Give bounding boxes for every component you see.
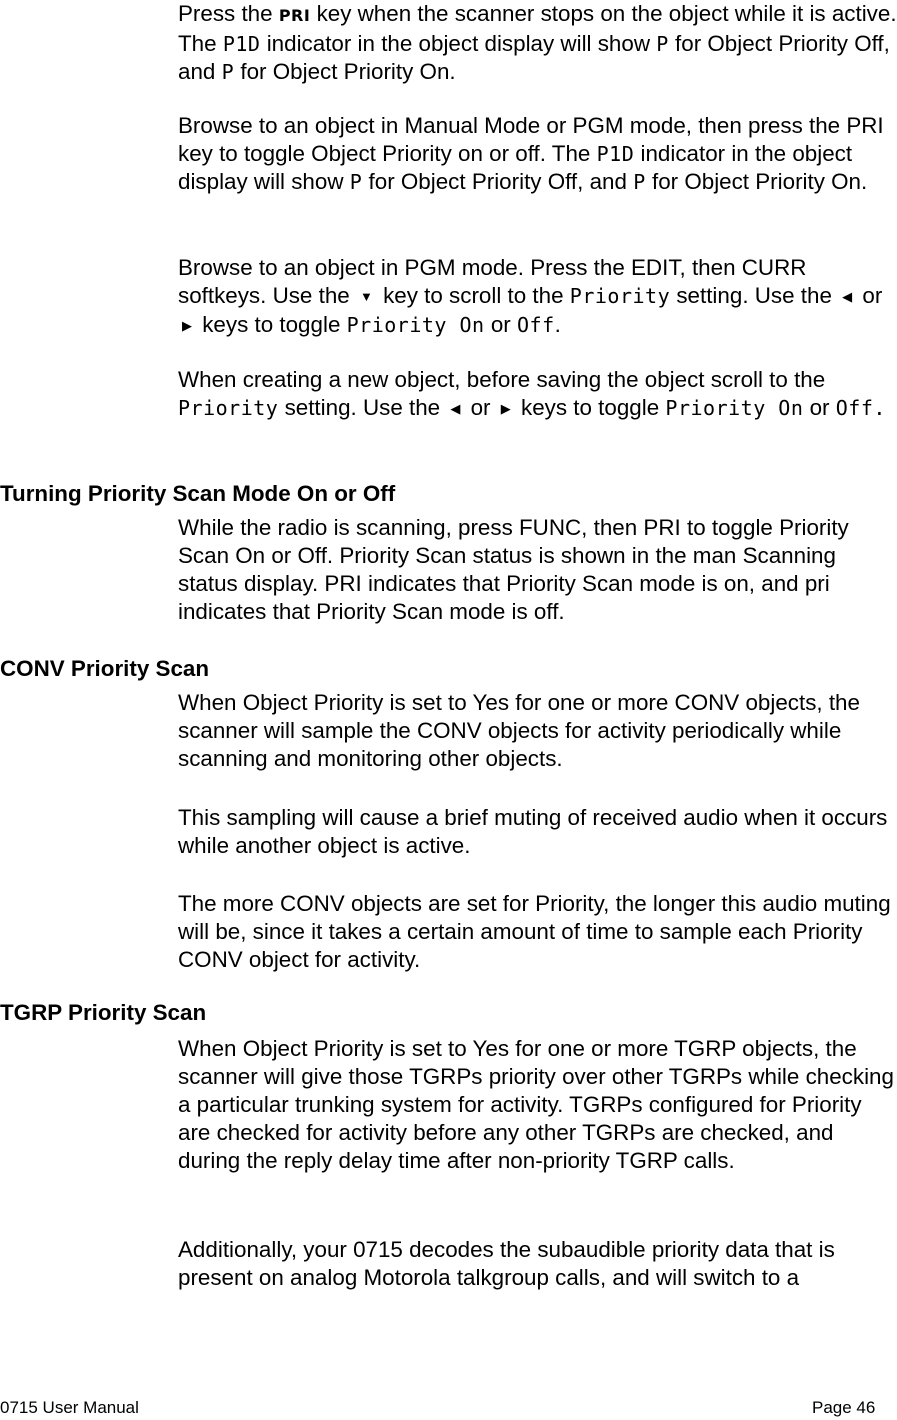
down-arrow-icon: ▼ <box>359 289 373 304</box>
paragraph-pri-key: Press the PRI key when the scanner stops on the object while it is active. The P1D indicator in the object display will show P for Object Priority Off, and P for Object Priority On. <box>178 1 897 84</box>
paragraph-conv-duration: The more CONV objects are set for Priority, the longer this audio muting will be, since it takes a certain amount of time to sample each Priority CONV object for activity. <box>178 891 891 972</box>
footer-page-number: Page 46 <box>812 1398 876 1417</box>
left-arrow-icon: ◀ <box>450 401 461 416</box>
paragraph-priority-scan-toggle: While the radio is scanning, press FUNC, then PRI to toggle Priority Scan On or Off. Priority Scan status is shown in the man Scanning status display. PRI indicates that Priority Scan mode is on, and pri indicates that Priority Scan mode is off. <box>178 515 849 624</box>
paragraph-tgrp-priority: When Object Priority is set to Yes for one or more TGRP objects, the scanner will give those TGRPs priority over other TGRPs while checking a particular trunking system for activity. TGRPs configured for Priority are checked for activity before any other TGRPs are checked, and during the reply delay time after non-priority TGRP calls. <box>178 1036 894 1173</box>
off-option: Off. <box>835 396 886 420</box>
paragraph-conv-muting: This sampling will cause a brief muting of received audio when it occurs while another object is active. <box>178 805 888 858</box>
priority-on-glyph: P <box>633 170 646 194</box>
p1d-indicator: P1D <box>596 142 635 166</box>
priority-on-glyph: P <box>221 60 235 84</box>
footer-manual-title: 0715 User Manual <box>0 1398 139 1417</box>
paragraph-subaudible: Additionally, your 0715 decodes the subaudible priority data that is present on analog Motorola talkgroup calls, and will switch to a <box>178 1237 835 1290</box>
priority-on-option: Priority On <box>346 313 485 337</box>
priority-on-option: Priority On <box>665 396 804 420</box>
heading-priority-scan-mode: Turning Priority Scan Mode On or Off <box>0 481 396 506</box>
left-arrow-icon: ◀ <box>842 289 853 304</box>
pri-key-label: PRI <box>278 6 311 25</box>
heading-conv-priority-scan: CONV Priority Scan <box>0 656 210 681</box>
paragraph-manual-mode: Browse to an object in Manual Mode or PGM mode, then press the PRI key to toggle Object Priority on or off. The P1D indicator in the object display will show P for Object Priority Off, and P for Object Priority On. <box>178 113 884 194</box>
priority-off-glyph: P <box>656 32 669 56</box>
paragraph-pgm-mode: Browse to an object in PGM mode. Press the EDIT, then CURR softkeys. Use the ▼ key to scroll to the Priority setting. Use the ◀ or ▶ keys to toggle Priority On or Off. <box>178 254 897 340</box>
paragraph-new-object: When creating a new object, before saving the object scroll to the Priority setting. Use the ◀ or ▶ keys to toggle Priority On or Off. <box>178 366 897 423</box>
priority-setting-label: Priority <box>178 396 279 420</box>
right-arrow-icon: ▶ <box>182 318 192 333</box>
heading-tgrp-priority-scan: TGRP Priority Scan <box>0 1000 207 1025</box>
p1d-indicator: P1D <box>222 32 261 56</box>
paragraph-conv-sampling: When Object Priority is set to Yes for one or more CONV objects, the scanner will sample the CONV objects for activity periodically while scanning and monitoring other objects. <box>178 690 860 771</box>
priority-setting-label: Priority <box>569 284 671 308</box>
priority-off-glyph: P <box>349 170 363 194</box>
right-arrow-icon: ▶ <box>500 401 511 416</box>
off-option: Off <box>516 313 555 337</box>
